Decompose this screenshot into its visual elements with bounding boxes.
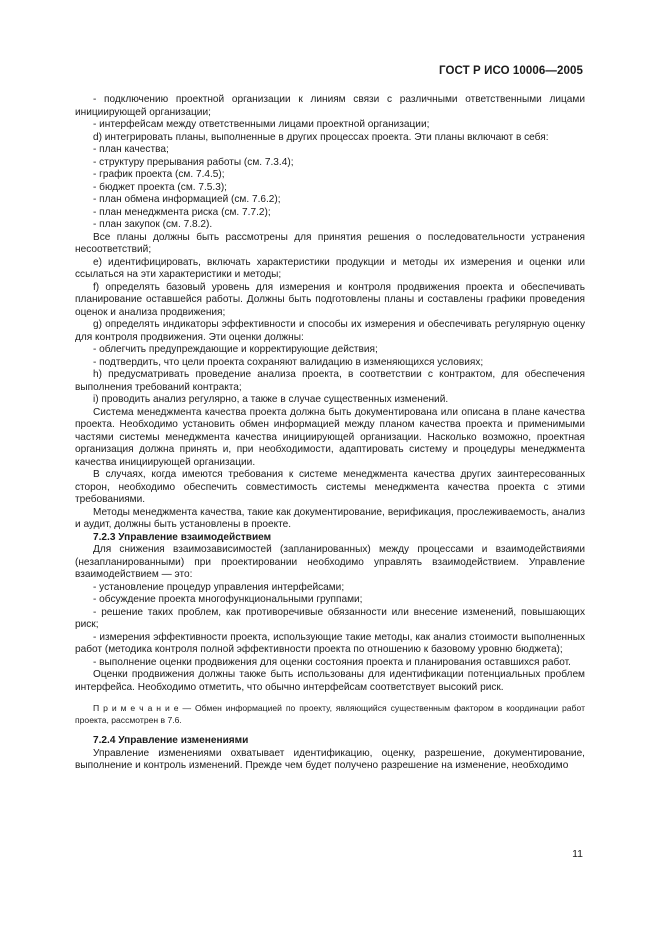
text-line: - план закупок (см. 7.8.2). [93,219,213,230]
list-item [75,607,585,632]
text-line: - план обмена информацией (см. 7.6.2); [93,194,281,205]
text-line: - измерения эффективности проекта, использующие такие методы, как анализ стоимости выполненных работ (методика контроля полной эффективности проекта по отношению к базовому уровню бюджета); [75,631,585,655]
text-line: - подтвердить, что цели проекта сохраняют валидацию в изменяющихся условиях; [93,356,484,368]
list-item [75,169,585,182]
text-line: g) определять индикаторы эффективности и способы их измерения и обеспечивать регулярную оценку для контроля продвижения. Эти оценки должны: [75,319,585,343]
text-line: - облегчить предупреждающие и корректирующие действия; [93,344,378,355]
text-line: - интерфейсам между ответственными лицами проектной организации; [93,119,430,130]
list-item [75,182,585,195]
text-line: - план менеджмента риска (см. 7.7.2); [93,206,271,218]
list-item [75,157,585,170]
paragraph [75,232,585,257]
paragraph-item-i [75,394,585,407]
text-line: Методы менеджмента качества, такие как документирование, верификация, прослеживаемость, анализ и аудит, должны быть установлены в проекте. [75,506,585,530]
note-text: — Обмен информацией по проекту, являющийся существенным фактором в координации работ проекта, рассмотрен в 7.6. [75,703,586,725]
text-line: - выполнение оценки продвижения для оценки состояния проекта и планирования оставшихся работ. [93,656,571,668]
text-line: Все планы должны быть рассмотрены для принятия решения о последовательности устранения несоответствий; [75,231,585,255]
list-item [75,344,585,357]
note [75,703,585,726]
list-item [75,144,585,157]
text-line: - решение таких проблем, как противоречивые обязанности или внесение изменений, повышающих риск; [75,606,585,630]
document-code-header: ГОСТ Р ИСО 10006—2005 [438,65,583,77]
text-line: В случаях, когда имеются требования к системе менеджмента качества других заинтересованных сторон, необходимо обеспечить совместимость системы менеджмента качества проекта с этими требованиями. [75,469,585,505]
section-heading: 7.2.3 Управление взаимодействием [93,531,272,543]
section-heading: 7.2.4 Управление изменениями [93,735,249,746]
paragraph [75,407,585,470]
list-item [75,582,585,595]
list-item [75,657,585,670]
text-line: Управление изменениями охватывает идентификацию, оценку, разрешение, документирование, выполнение и контроль изменений. Прежде чем будет получено разрешение на изменение, необходимо [75,747,585,771]
text-line: - бюджет проекта (см. 7.5.3); [93,181,227,193]
list-item [75,194,585,207]
note-label: П р и м е ч а н и е [93,703,179,713]
list-item [75,219,585,232]
text-line: - план качества; [93,144,169,155]
list-item [75,357,585,370]
text-line: Для снижения взаимозависимостей (запланированных) между процессами и взаимодействиями (незапланированными) при проектировании необходимо управлять взаимодействием. Управление взаимодействием — это: [75,544,585,580]
text-line: - график проекта (см. 7.4.5); [93,169,225,180]
paragraph-item-h [75,369,585,394]
paragraph [75,544,585,582]
text-line: - структуру прерывания работы (см. 7.3.4); [93,156,294,168]
text-line: - подключению проектной организации к линиям связи с различными ответственными лицами инициирующей организации; [75,94,585,118]
page-number: 11 [572,848,583,860]
list-item [75,594,585,607]
text-line: Оценки продвижения должны также быть использованы для идентификации потенциальных проблем интерфейса. Необходимо отметить, что обычно интерфейсам соответствует высокий риск. [75,669,585,693]
list-item [75,207,585,220]
paragraph-item-e [75,257,585,282]
paragraph [75,669,585,694]
paragraph [75,507,585,532]
paragraph-item-d [75,132,585,145]
text-line: - установление процедур управления интерфейсами; [93,581,345,593]
paragraph-item-g [75,319,585,344]
text-line: Система менеджмента качества проекта должна быть документирована или описана в плане качества проекта. Необходимо установить обмен информацией между планом качества проекта и применимыми частями системы менеджмента качества инициирующей организации. Насколько возможно, проектная организация должна принять и, при необходимости, адаптировать систему и процедуры менеджмента качества инициирующей организации. [75,406,585,468]
text-line: h) предусматривать проведение анализа проекта, в соответствии с контрактом, для обеспечения выполнения требований контракта; [75,369,585,393]
text-line: - обсуждение проекта многофункциональными группами; [93,594,363,605]
list-item [75,119,585,132]
paragraph [75,748,585,773]
list-item [75,632,585,657]
paragraph [75,469,585,507]
list-item [75,94,585,119]
text-line: f) определять базовый уровень для измерения и контроля продвижения проекта и обеспечивать планирование оставшейся работы. Должны быть подготовлены планы и составлены графики проведения оценок и анализа продвижения; [75,281,585,318]
paragraph-item-f [75,282,585,320]
text-line: d) интегрировать планы, выполненные в других процессах проекта. Эти планы включают в себя: [93,131,549,143]
body-text [75,94,585,773]
text-line: e) идентифицировать, включать характеристики продукции и методы их измерения и оценки или ссылаться на эти характеристики и методы; [75,256,585,280]
text-line: i) проводить анализ регулярно, а также в случае существенных изменений. [93,394,449,405]
